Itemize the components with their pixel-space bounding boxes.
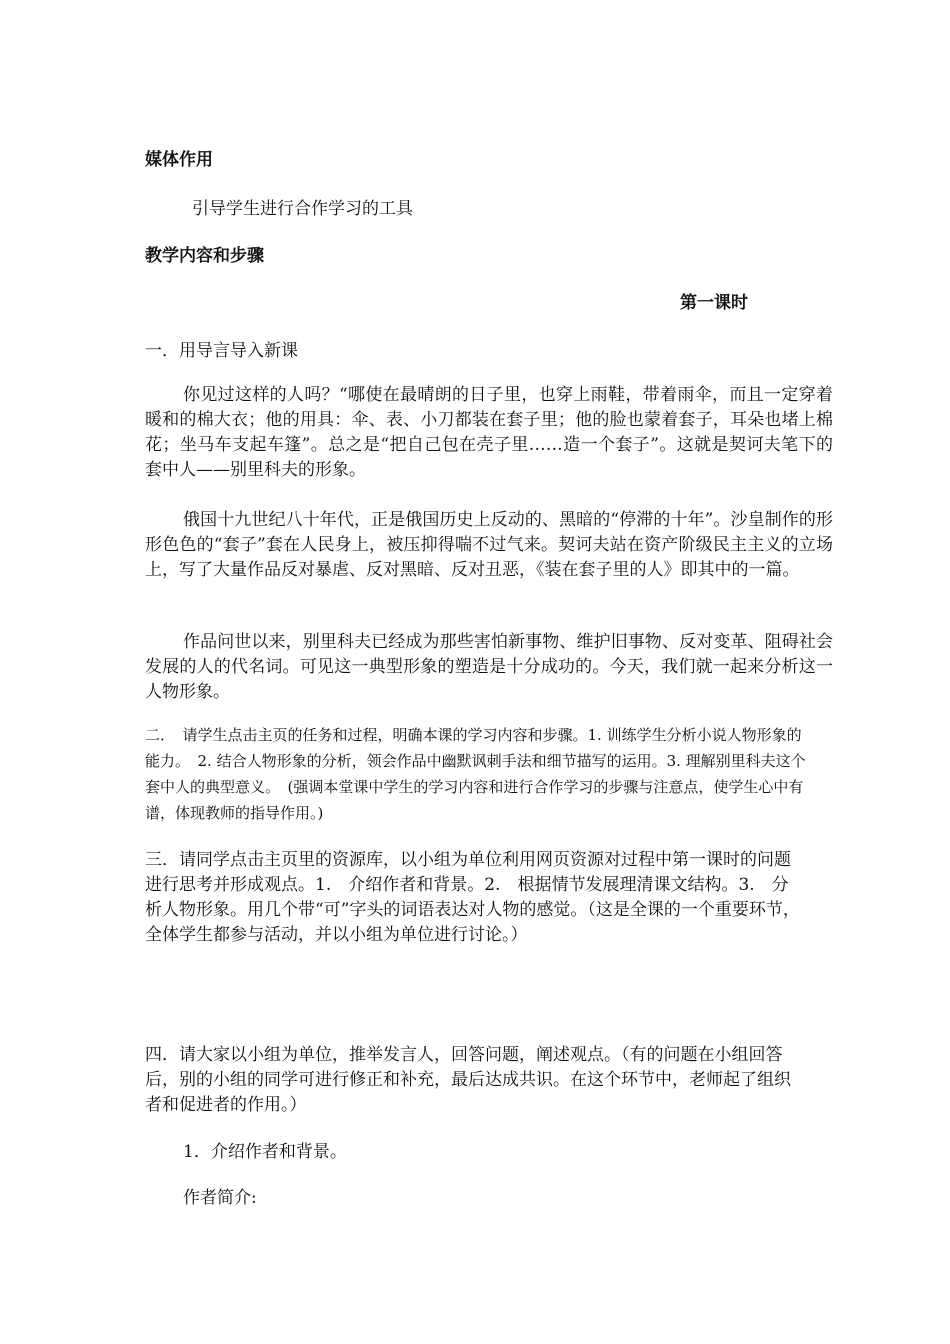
intro-paragraph-2: 俄国十九世纪八十年代，正是俄国历史上反动的、黑暗的“停滞的十年”。沙皇制作的形形色色的“套子”套在人民身上，被压抑得喘不过气来。契诃夫站在资产阶级民主主义的立场上，写了大量作品反对暴虐、反对黑暗、反对丑恶，《装在套子里的人》即其中的一篇。 <box>145 510 833 580</box>
step4-paragraph: 四．请大家以小组为单位，推举发言人，回答问题，阐述观点。（有的问题在小组回答后，别的小组的同学可进行修正和补充，最后达成共识。在这个环节中，老师起了组织者和促进者的作用。） <box>145 1045 791 1115</box>
step3-paragraph: 三．请同学点击主页里的资源库，以小组为单位利用网页资源对过程中第一课时的问题进行思考并形成观点。1. 介绍作者和背景。2. 根据情节发展理清课文结构。3. 分析人物形象。用几个带“可”字头的词语表达对人物的感觉。（这是全课的一个重要环节，全体学生都参与活动，并以小组为单位进行讨论。） <box>145 850 800 945</box>
author-intro-label: 作者简介: <box>183 1188 257 1208</box>
lesson-label: 第一课时 <box>680 293 748 313</box>
content-heading: 教学内容和步骤 <box>145 246 264 266</box>
media-role-text: 引导学生进行合作学习的工具 <box>192 199 413 219</box>
intro-paragraph-1: 你见过这样的人吗？“哪使在最晴朗的日子里，也穿上雨鞋，带着雨伞，而且一定穿着暖和的棉大衣；他的用具：伞、表、小刀都装在套子里；他的脸也蒙着套子，耳朵也堵上棉花；坐马车支起车篷”。总之是“把自己包在壳子里……造一个套子”。这就是契诃夫笔下的套中人——别里科夫的形象。 <box>145 385 833 480</box>
step1-title: 一．用导言导入新课 <box>145 341 298 361</box>
step2-paragraph: 二． 请学生点击主页的任务和过程，明确本课的学习内容和步骤。1. 训练学生分析小说人物形象的能力。 2. 结合人物形象的分析，领会作品中幽默讽刺手法和细节描写的运用。3. 理解别里科夫这个套中人的典型意义。 (强调本堂课中学生的学习内容和进行合作学习的步骤与注意点，使学生心中有谱，体现教师的指导作用。) <box>145 726 806 822</box>
sub-item-1: 1．介绍作者和背景。 <box>183 1142 347 1162</box>
media-role-heading: 媒体作用 <box>145 150 213 170</box>
intro-paragraph-3: 作品问世以来，别里科夫已经成为那些害怕新事物、维护旧事物、反对变革、阻碍社会发展的人的代名词。可见这一典型形象的塑造是十分成功的。今天，我们就一起来分析这一人物形象。 <box>145 632 833 702</box>
